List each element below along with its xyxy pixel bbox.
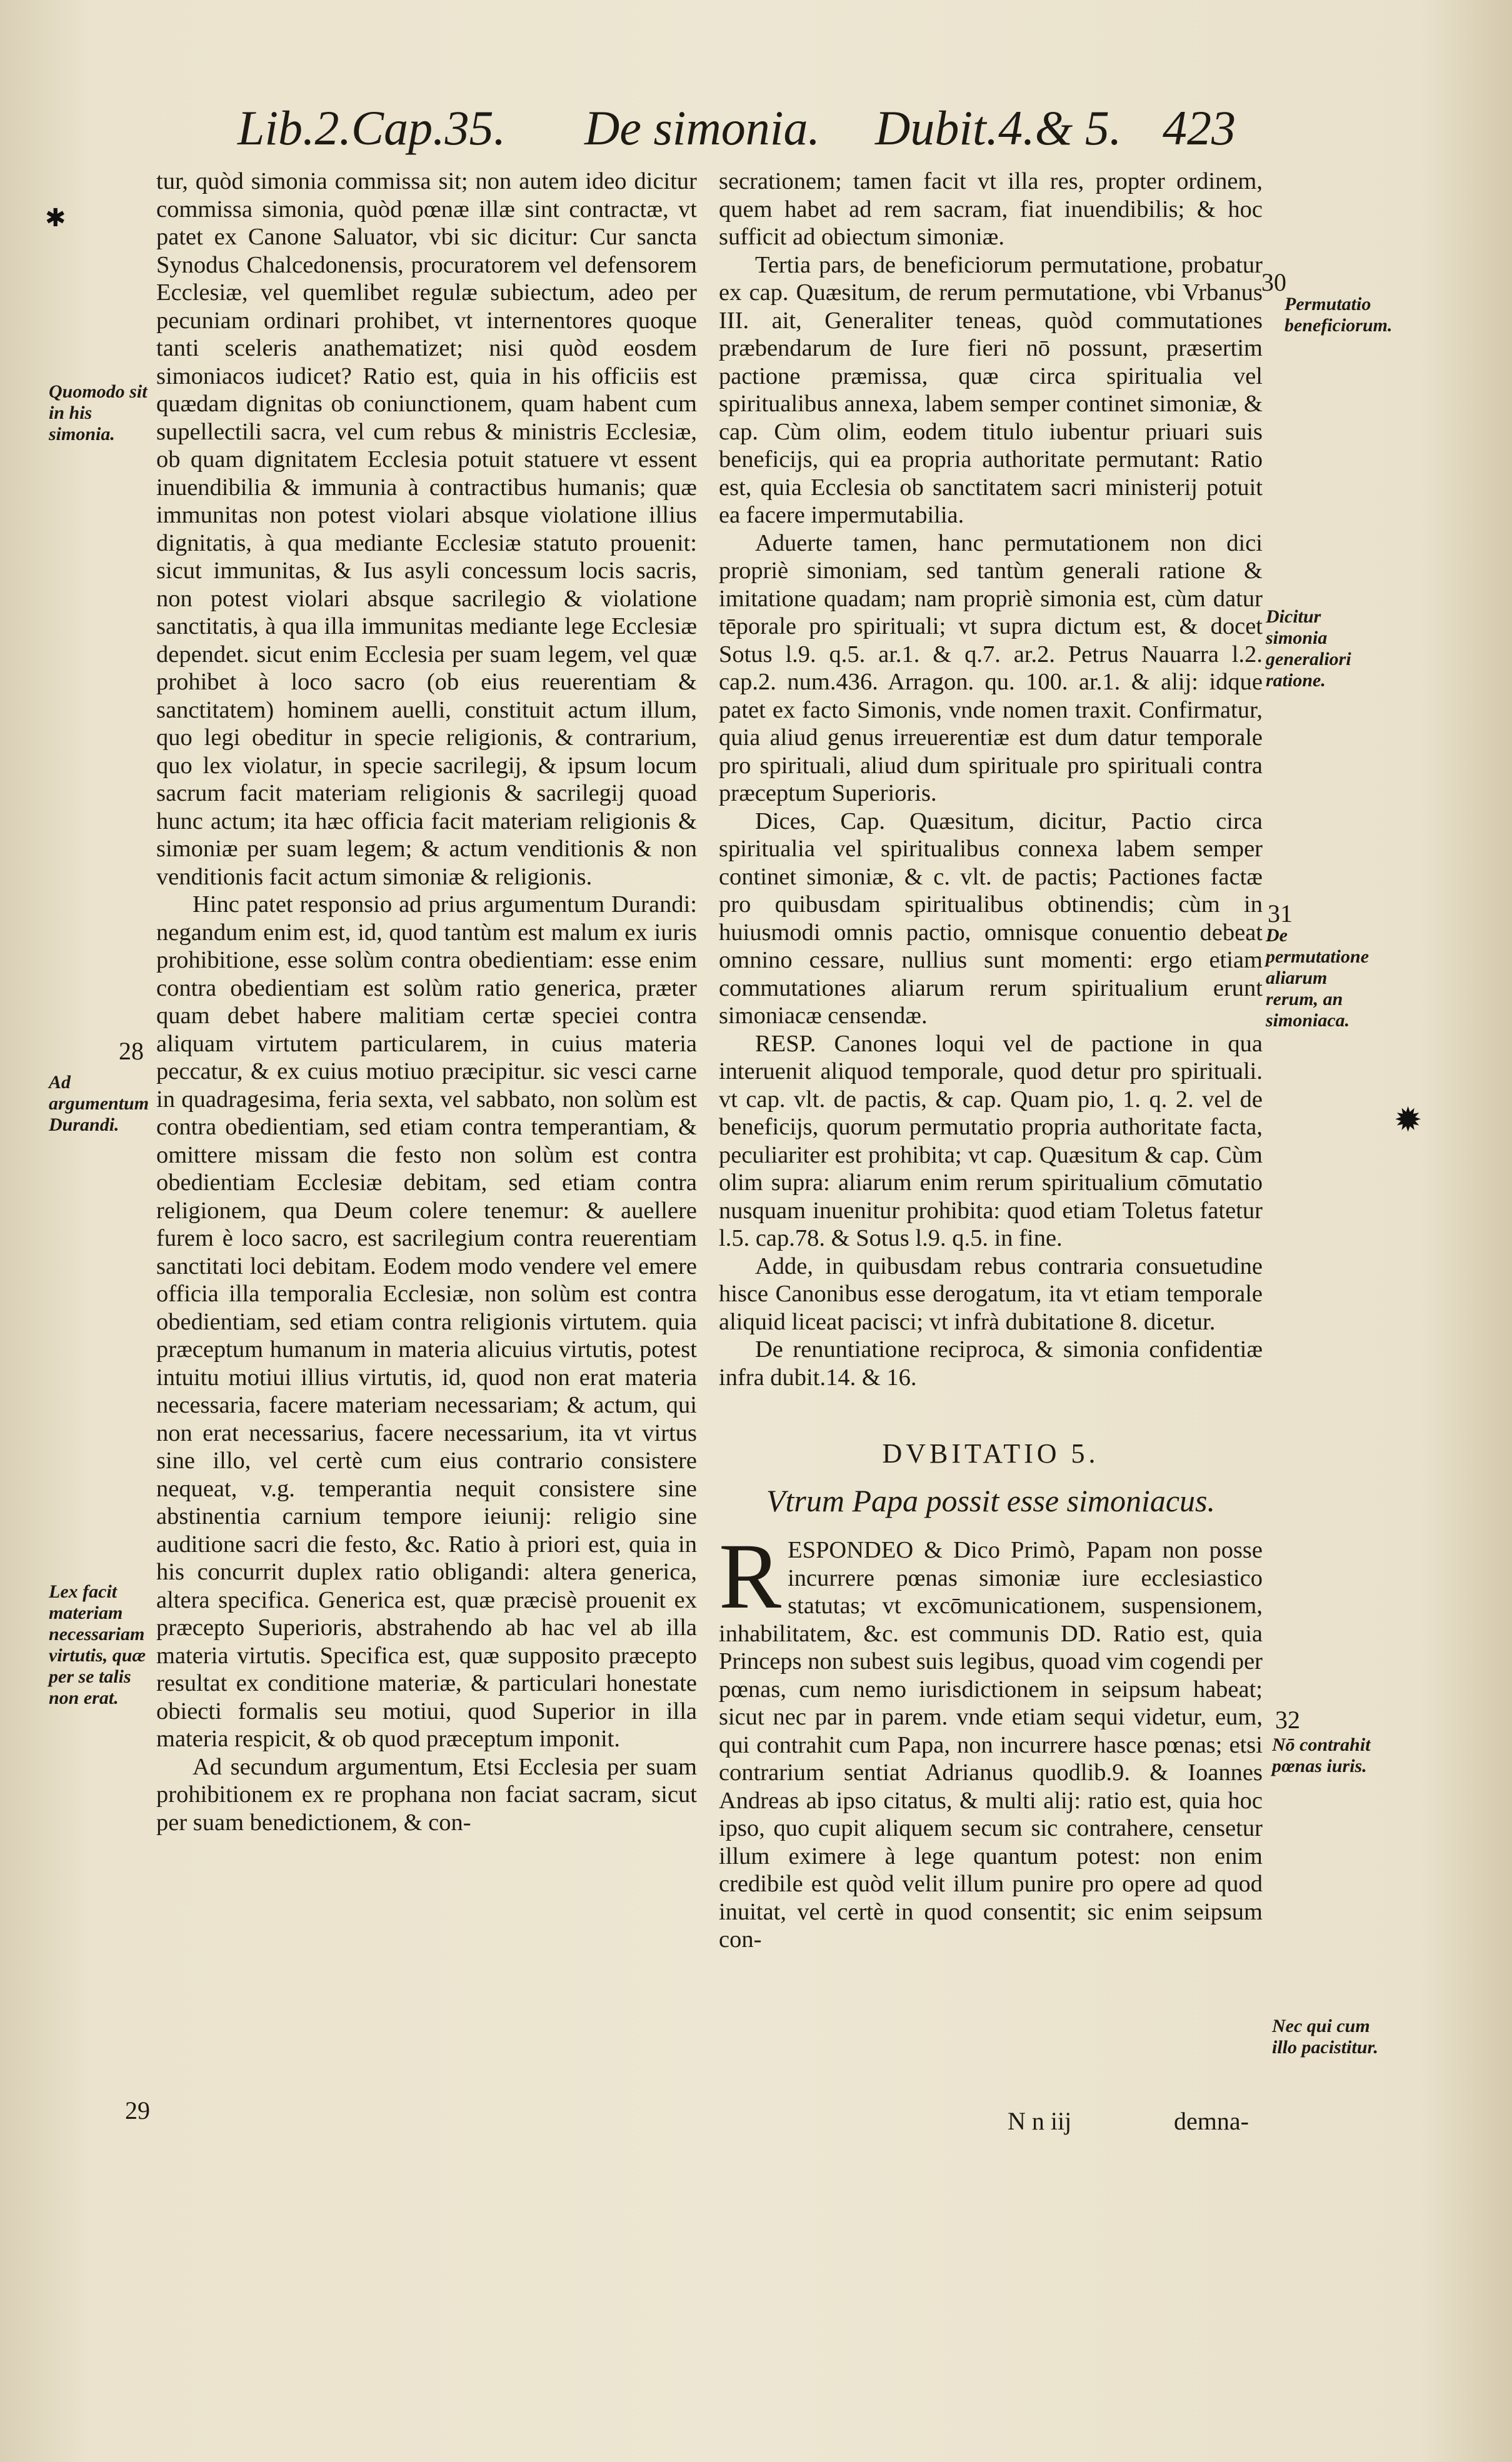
right-margin-note-5: Nec qui cum illo pacistitur. [1272,2016,1379,2058]
left-margin-number-28: 28 [119,1037,144,1065]
left-paragraph-2: Hinc patet responsio ad prius argumentum Durandi: negandum enim est, id, quod tantùm est malum ex iuris prohibitione, esse solùm contra obedientiam: esse enim contra obedientiam est solùm ratio generica, præter quam debet habere malitiam certæ speciei contra aliquam virtutem particularem, in cuius materia peccatur, & ex cuius motiuo præcipitur. sic vesci carne in quadragesima, feria sexta, vel sabbato, non solùm est contra obedientiam, sed etiam contra temperantiam, & omittere missam die festo non solùm est contra obedientiam Ecclesiæ debitam, sed etiam contra religionem, qua Deum colere tenemur: & auellere furem è loco sacro, est sacrilegium contra reuerentiam sanctitati loci debitam. Eodem modo vendere vel emere officia illa temporalia Ecclesiæ, non solùm est contra obedientiam, sed etiam contra religionis virtutem. quia præceptum humanum in materia alicuius virtutis, potest intuitu motiui illius virtutis, id, quod non erat materia necessaria, facere materiam necessariam; & actum, qui non erat necessarius, facere necessarium, ita vt virtus sine illo, vel certè cum eius contrario consistere nequeat, v.g. temperantia nequit consistere sine abstinentia carnium tempore ieiunij: religio sine auditione sacri die festo, &c. Ratio à priori est, quia in his concurrit duplex ratio obligandi: altera generica, altera specifica. Generica est, quæ præcisè prouenit ex præcepto Superioris, abstrahendo ab hac vel ab illa materia virtutis. Specifica est, quæ supposito præcepto resultat ex conditione materiæ, & particulari honestate obiecti formalis seu motiui, quod Superior in illa materia respicit, & ob quod præceptum imponit. [156,891,697,1752]
right-margin-note-3: De permutatione aliarum rerum, an simoniaca. [1266,925,1369,1031]
left-column [156,168,697,1836]
left-margin-note-3: Lex facit materiam necessariam virtutis, quæ per se talis non erat. [49,1581,146,1708]
right-margin-number-32: 32 [1275,1706,1300,1734]
left-paragraph-3: Ad secundum argumentum, Etsi Ecclesia per suam prohibitionem ex re prophana non faciat sacram, sicut per suam benedictionem, & con- [156,1753,697,1836]
left-margin-note-1: Quomodo sit in his simonia. [49,381,148,444]
right-paragraph-7: De renuntiatione reciproca, & simonia confidentiæ infra dubit.14. & 16. [719,1336,1263,1391]
right-margin-note-1: Permutatio beneficiorum. [1284,294,1393,336]
dubitatio-question: Vtrum Papa possit esse simoniacus. [766,1483,1216,1518]
running-header [238,94,1275,163]
right-paragraph-1: secrationem; tamen facit vt illa res, propter ordinem, quem habet ad rem sacram, fiat inuendibilis; & hoc sufficit ad obiectum simoniæ. [719,168,1263,250]
ink-blot: ✹ [1394,1101,1423,1139]
page-number: 423 [1163,101,1236,155]
right-margin-number-30: 30 [1261,268,1286,296]
right-paragraph-2: Tertia pars, de beneficiorum permutatione, probatur ex cap. Quæsitum, de rerum permutatione, vbi Vrbanus III. ait, Generaliter teneas, quòd commutationes præbendarum de Iure fieri nō possunt, præsertim pactione præmissa, quæ circa spiritualia vel spiritualibus annexa, labem semper continet simoniæ, & cap. Cùm olim, eodem titulo iubentur priuari suis beneficijs, qui ea propria authoritate permutant: Ratio est, quia Ecclesia ob sanctitatem sacri ministerij potuit ea facere impermutabilia. [719,251,1263,528]
right-paragraph-4: Dices, Cap. Quæsitum, dicitur, Pactio circa spiritualia vel spiritualibus connexa labem semper continet simoniæ, & c. vlt. de pactis; Pactiones factæ pro quibusdam spiritualibus obtinendis; cùm in huiusmodi omnis pactio, omnisque conuentio debeat omnino cessare, nullius sunt momenti: ergo etiam commutationes aliarum rerum spiritualium erunt simoniacæ censendæ. [719,808,1263,1029]
drop-cap: R [719,1524,782,1628]
dubitatio-heading: DVBITATIO 5. [882,1438,1099,1469]
right-paragraph-6: Adde, in quibusdam rebus contraria consuetudine hisce Canonibus esse derogatum, ita vt etiam temporale aliquid liceat pacisci; vt infrà dubitatione 8. dicetur. [719,1253,1263,1335]
dubitatio-text: ESPONDEO & Dico Primò, Papam non posse incurrere pœnas simoniæ iure ecclesiastico statutas; vt excōmunicationem, suspensionem, inhabilitatem, &c. est communis DD. Ratio est, quia Princeps non subest suis legibus, quoad vim cogendi per pœnas, cum nemo iurisdictionem in seipsum habeat; sicut nec par in parem. vnde etiam sequi videtur, eum, qui contrahit cum Papa, non incurrere hasce pœnas; etsi contrarium sentiat Adrianus quodlib.9. & Ioannes Andreas ab ipso citatus, & multi alij: ratio est, quia hoc ipso, quo cupit aliquem secum sic contrahere, censetur illum eximere à lege quantum potest: non enim credibile est quòd velit illum punire pro opere ad quod inuitat, vel certè in quod consentit; sic enim seipsum con- [719,1537,1263,1953]
left-margin-note-2: Ad argumentum Durandi. [49,1072,149,1135]
right-paragraph-5: RESP. Canones loqui vel de pactione in qua interuenit aliquod temporale, quod detur pro spirituali. vt cap. vlt. de pactis, & cap. Quam pio, 1. q. 2. vel de beneficijs, quorum permutatio propria authoritate facta, peculiariter est prohibita; vt cap. Quæsitum & cap. Cùm olim supra: aliarum enim rerum spiritualium cōmutatio nusquam inuenitur prohibita: quod etiam Toletus fatetur l.5. cap.78. & Sotus l.9. q.5. in fine. [719,1030,1263,1251]
header-topic: De simonia. [584,101,820,155]
right-margin-note-2: Dicitur simonia generaliori ratione. [1266,606,1351,691]
signature-mark: N n iij [1008,2107,1072,2135]
header-book-chapter: Lib.2.Cap.35. [238,101,506,155]
left-margin-number-29: 29 [125,2096,150,2124]
right-margin-note-4: Nō contrahit pœnas iuris. [1272,1734,1371,1776]
left-paragraph-1: tur, quòd simonia commissa sit; non autem ideo dicitur commissa simonia, quòd pœnæ illæ sint contractæ, vt patet ex Canone Saluator, vbi sic dicitur: Cur sancta Synodus Chalcedonensis, procuratorem vel defensorem Ecclesiæ, vel quemlibet regulæ subiectum, adeo per pecuniam ordinari prohibet, vt internentores quoque tanti sceleris anathematizet; nisi quòd eosdem simoniacos iudicet? Ratio est, quia in his officiis est quædam dignitas ob coniunctionem, quam habent cum supellectili sacra, vel cum rebus & ministris Ecclesiæ, ob quam dignitatem Ecclesia potuit statuere vt essent inuendibilia & immunia à contractibus humanis; quæ immunitas non potest violari absque violatione illius dignitatis, à qua mediante Ecclesiæ statuto prouenit: sicut immunitas, & Ius asyli concessum locis sacris, non potest violari absque sacrilegio & violatione sanctitatis, à qua illa immunitas mediante lege Ecclesiæ dependet. sicut enim Ecclesia per suam legem, vel quæ prohibet à loco sacro (ob eius reuerentiam & sanctitatem) hominem auelli, constituit actum illum, quo legi obeditur in specie religionis, & contrarium, quo lex violatur, in specie sacrilegij, & ipsum locum sacrum facit materiam religionis & sacrilegij quoad hunc actum; ita hæc officia facit materiam religionis & simoniæ per suam legem; & actum venditionis & non venditionis facit actum simoniæ & religionis. [156,168,697,890]
catchword: demna- [1174,2107,1249,2135]
dubitatio-body [719,1524,1263,1954]
right-column [719,168,1263,1954]
right-paragraph-3: Aduerte tamen, hanc permutationem non dici propriè simoniam, sed tantùm generali ratione & imitatione quadam; nam propriè simonia est, cùm datur tēporale pro spirituali; vt supra dictum est, & docet Sotus l.9. q.5. ar.1. & q.7. ar.2. Petrus Nauarra l.2. cap.2. num.436. Arragon. qu. 100. ar.1. & alij: idque patet ex facto Simonis, vnde nomen traxit. Confirmatur, quia aliud genus irreuerentiæ est dum datur temporale pro spirituali, aliud dum spirituale pro spirituali contra præceptum Superioris. [719,529,1263,806]
header-dubitatio: Dubit.4.& 5. [875,101,1122,155]
asterisk-mark: ✱ [45,204,66,232]
right-margin-number-31: 31 [1268,899,1293,928]
